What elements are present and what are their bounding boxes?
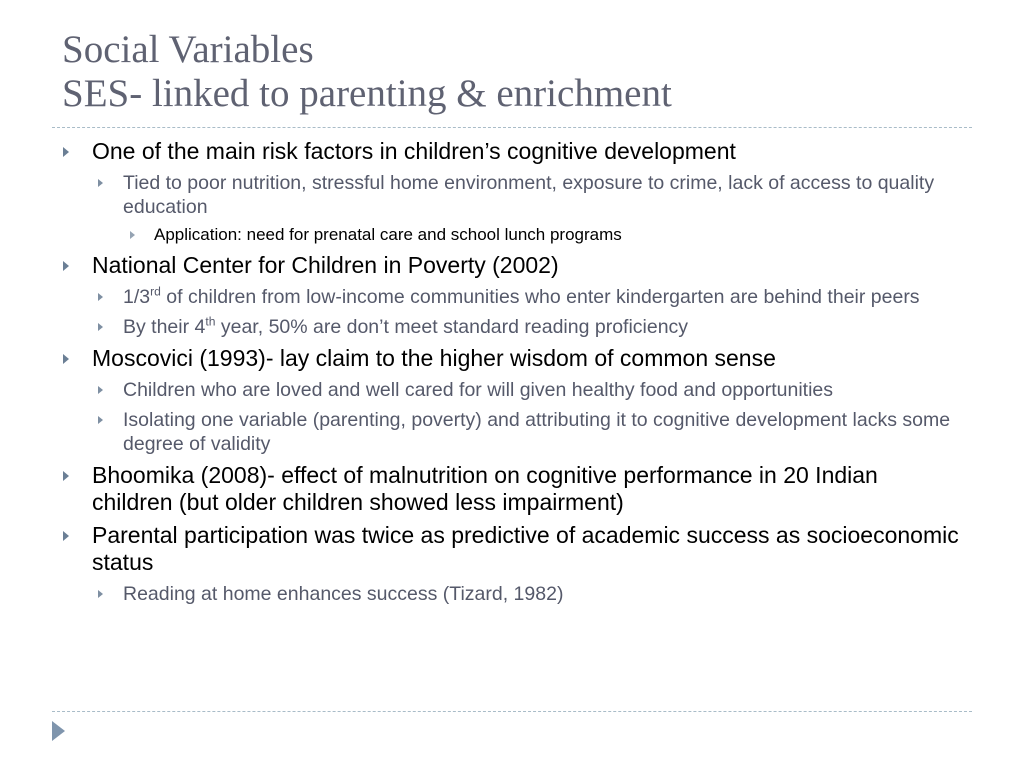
- ordinal-suffix: th: [205, 314, 216, 329]
- sub-bullet-text: Tied to poor nutrition, stressful home environment, exposure to crime, lack of access to quality education: [123, 172, 935, 218]
- bullet-content: [60, 138, 960, 606]
- bottom-divider: [52, 711, 972, 712]
- play-arrow-icon[interactable]: [52, 721, 65, 741]
- sub-bullet-text-start: By their 4: [123, 316, 206, 338]
- bullet-text: Bhoomika (2008)- effect of malnutrition on cognitive performance in 20 Indian children (but older children showed less impairment): [92, 462, 878, 515]
- bullet-item: [60, 252, 960, 279]
- bullet-item: [60, 522, 960, 576]
- bullet-item: [60, 138, 960, 165]
- bullet-arrow-icon: [63, 261, 69, 271]
- sub-bullet-item: [60, 408, 960, 456]
- bullet-item: [60, 345, 960, 372]
- sub-sub-bullet-arrow-icon: [130, 231, 135, 239]
- bullet-arrow-icon: [63, 471, 69, 481]
- sub-bullet-arrow-icon: [98, 293, 103, 301]
- sub-bullet-text: Reading at home enhances success (Tizard, 1982): [123, 583, 564, 605]
- sub-bullet-text-start: 1/3: [123, 286, 151, 308]
- sub-bullet-text: Children who are loved and well cared for will given healthy food and opportunities: [123, 379, 834, 401]
- bullet-arrow-icon: [63, 531, 69, 541]
- bullet-text: One of the main risk factors in children’s cognitive development: [92, 138, 736, 164]
- title-line-1: Social Variables: [62, 28, 314, 71]
- title-line-2: SES- linked to parenting & enrichment: [62, 72, 672, 115]
- sub-bullet-item: [60, 315, 960, 339]
- bullet-text: Moscovici (1993)- lay claim to the higher wisdom of common sense: [92, 345, 776, 371]
- sub-bullet-text-end: year, 50% are don’t meet standard reading proficiency: [215, 316, 689, 338]
- sub-sub-bullet-item: [60, 224, 960, 246]
- sub-bullet-text-end: of children from low-income communities who enter kindergarten are behind their peers: [160, 286, 920, 308]
- slide-title: [62, 28, 1002, 116]
- sub-bullet-arrow-icon: [98, 386, 103, 394]
- sub-bullet-arrow-icon: [98, 179, 103, 187]
- bullet-text: National Center for Children in Poverty (2002): [92, 252, 559, 278]
- top-divider: [52, 127, 972, 128]
- sub-bullet-arrow-icon: [98, 590, 103, 598]
- sub-bullet-item: [60, 378, 960, 402]
- sub-bullet-arrow-icon: [98, 323, 103, 331]
- ordinal-suffix: rd: [150, 284, 161, 299]
- sub-bullet-text: Isolating one variable (parenting, poverty) and attributing it to cognitive development lacks some degree of validity: [123, 409, 951, 455]
- bullet-arrow-icon: [63, 147, 69, 157]
- sub-sub-bullet-text: Application: need for prenatal care and school lunch programs: [154, 225, 622, 244]
- sub-bullet-arrow-icon: [98, 416, 103, 424]
- bullet-item: [60, 462, 960, 516]
- sub-bullet-item: [60, 582, 960, 606]
- bullet-list: [60, 138, 960, 606]
- bullet-arrow-icon: [63, 354, 69, 364]
- sub-bullet-item: [60, 171, 960, 219]
- sub-bullet-item: [60, 285, 960, 309]
- bullet-text: Parental participation was twice as predictive of academic success as socioeconomic status: [92, 522, 959, 575]
